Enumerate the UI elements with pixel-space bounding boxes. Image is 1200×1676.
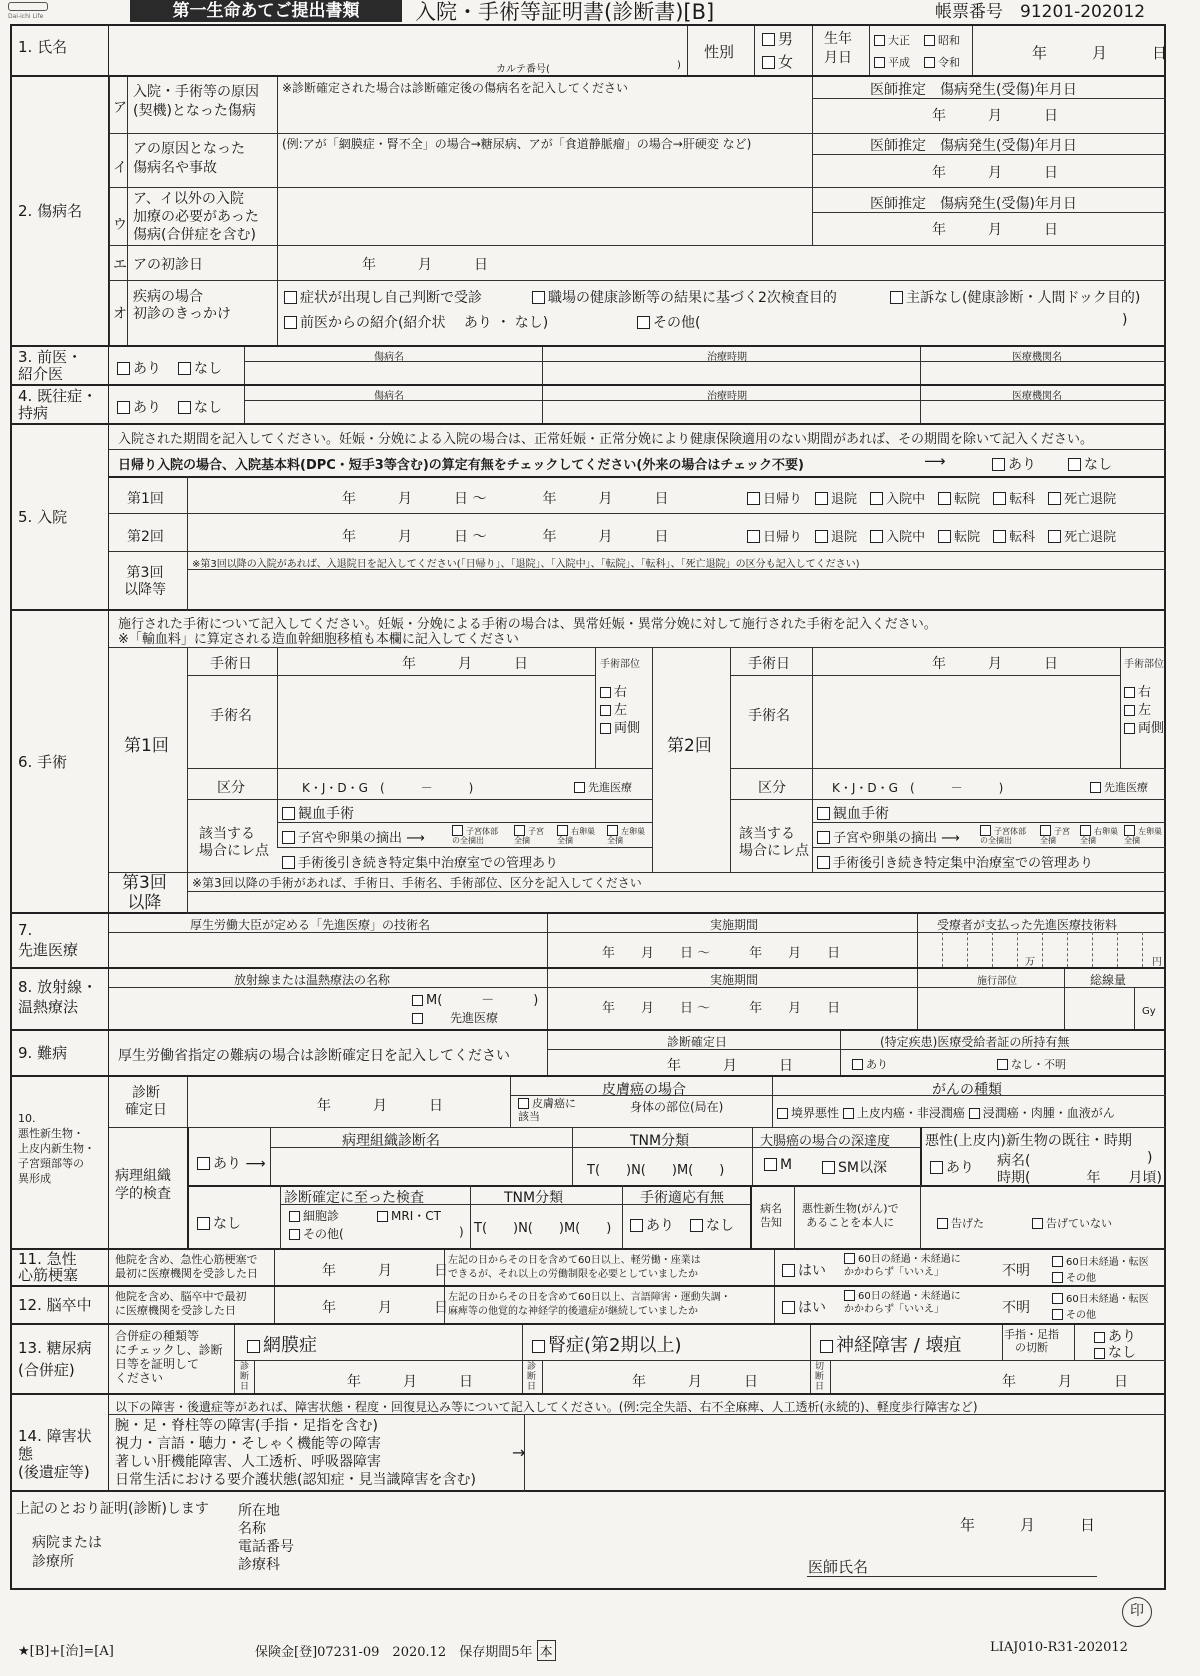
stroke-opt1[interactable]: 60日未経過・転医 bbox=[1052, 1290, 1149, 1305]
surgery-1-ovary-r[interactable]: 右卵巣 全摘 bbox=[557, 827, 595, 845]
section-stroke bbox=[12, 1287, 1164, 1325]
surgery-2-date[interactable]: 年 月 日 bbox=[932, 656, 1058, 672]
stay-1-label: 第1回 bbox=[127, 491, 164, 507]
mi-date[interactable]: 年 月 日 bbox=[322, 1263, 448, 1279]
pathology-diag-label: 病理組織診断名 bbox=[342, 1133, 440, 1149]
surgery-1-date[interactable]: 年 月 日 bbox=[402, 656, 528, 672]
surgery-1-open[interactable]: 観血手術 bbox=[282, 803, 354, 823]
submission-badge: 第一生命あてご提出書類 bbox=[130, 0, 402, 22]
intractable-text: 厚生労働省指定の難病の場合は診断確定日を記入してください bbox=[118, 1048, 510, 1064]
radiation-col-period: 実施期間 bbox=[710, 973, 759, 987]
era-reiwa[interactable]: 令和 bbox=[924, 54, 960, 70]
cert-name-label: 名称 bbox=[238, 1521, 266, 1537]
retina-date[interactable]: 年 月 日 bbox=[347, 1374, 473, 1390]
surgery-1-left[interactable]: 左 bbox=[600, 699, 627, 718]
cancer-history-yes[interactable]: あり bbox=[930, 1157, 974, 1177]
inform-label: 病名 告知 bbox=[760, 1202, 782, 1229]
fee-man-unit: 万 bbox=[1025, 957, 1035, 968]
doctor-name-label: 医師氏名 bbox=[808, 1558, 869, 1576]
stroke-yes[interactable]: はい bbox=[782, 1297, 826, 1317]
cert-no[interactable]: なし・不明 bbox=[997, 1056, 1066, 1072]
row-e-label: アの初診日 bbox=[133, 257, 203, 273]
row-i-label: アの原因となった 傷病名や事故 bbox=[133, 141, 245, 176]
radiation-col-site: 施行部位 bbox=[977, 976, 1017, 987]
prev-doctor-yes[interactable]: あり bbox=[117, 358, 161, 378]
disability-item-1: 腕・足・脊柱等の障害(手指・足指を含む) bbox=[115, 1418, 378, 1434]
stroke-date[interactable]: 年 月 日 bbox=[322, 1300, 448, 1316]
radiation-m[interactable]: M( － ) bbox=[412, 989, 538, 1008]
surgery-indication-no[interactable]: なし bbox=[690, 1215, 734, 1235]
day-surgery-note: 日帰り入院の場合、入院基本料(DPC・短手3等含む)の算定有無をチェックしてください(外来の場合はチェック不要) bbox=[118, 458, 804, 473]
surgery-2-kubun-label: 区分 bbox=[758, 780, 786, 796]
cert-statement: 上記のとおり証明(診断)します bbox=[16, 1501, 209, 1517]
advanced-col-name: 厚生労働大臣が定める「先進医療」の技術名 bbox=[190, 918, 431, 932]
row-u-onset-date[interactable]: 年 月 日 bbox=[932, 222, 1058, 238]
diabetes-text: 合併症の種類等 にチェックし、診断 日等を証明して ください bbox=[115, 1329, 223, 1385]
skin-cancer-check[interactable]: 皮膚癌に 該当 bbox=[518, 1097, 576, 1123]
disability-note: 以下の障害・後遺症等があれば、障害状態・程度・回復見込み等について記入してください。(例:完全失語、右不全麻痺、人工透析(永続的)、軽度歩行障害など) bbox=[115, 1400, 978, 1414]
surgery-1-both[interactable]: 両側 bbox=[600, 717, 640, 736]
intractable-col-date: 診断確定日 bbox=[667, 1035, 728, 1049]
diabetes-nerve[interactable]: 神経障害 / 壊疽 bbox=[820, 1331, 962, 1357]
diabetes-retina[interactable]: 網膜症 bbox=[247, 1331, 317, 1357]
surgery-2-ovary-l[interactable]: 左卵巣 全摘 bbox=[1124, 827, 1162, 845]
row-a-onset-date[interactable]: 年 月 日 bbox=[932, 108, 1058, 124]
advanced-col-period: 実施期間 bbox=[710, 918, 759, 932]
cancer-diag-label: 診断 確定日 bbox=[125, 1085, 167, 1118]
section-hospitalization: 5. 入院 入院された期間を記入してください。妊娠・分娩による入院の場合は、正常妊娠・正常分娩により健康保険適用のない期間があれば、その期間を除いて記入ください。 日帰り入院の場合、入院基本料(DPC・短手3等含む)の算定有無をチェックしてください(外来の場合はチェック不要) ⟶ あり なし 第1回 年 月 日 〜 年 月 日 日帰り 退院 入院中 転院 転科 死亡退院 第2回 年 月 日 〜 年 月 日 日帰り 退院 入院中 転院 転科 死亡退院 第3回 以降等 ※第3回以降の入院があれば、入退院日を記入してください(「日帰り」、「退院」、「入院中」、「転院」、「転科」、「死亡退院」の区分も記入してください) bbox=[12, 425, 1164, 611]
stroke-question: 左記の日からその日を含めて60日以上、言語障害・運動失調・ 麻痺等の他覚的な神経学的後遺症が継続していましたか bbox=[448, 1292, 731, 1317]
radiation-col-dose: 総線量 bbox=[1090, 973, 1127, 987]
surgery-2-left[interactable]: 左 bbox=[1124, 699, 1151, 718]
cancer-diag-date[interactable]: 年 月 日 bbox=[317, 1098, 443, 1114]
day-surgery-no[interactable]: なし bbox=[1068, 454, 1112, 474]
row-i-kana: イ bbox=[113, 160, 127, 176]
hospitalization-note: 入院された期間を記入してください。妊娠・分娩による入院の場合は、正常妊娠・正常分娩により健康保険適用のない期間があれば、その期間を除いて記入ください。 bbox=[118, 432, 1094, 447]
cut-no[interactable]: なし bbox=[1094, 1342, 1136, 1362]
radiation-label: 8. 放射線・ 温熱療法 bbox=[12, 969, 109, 1029]
mi-label: 11. 急性 心筋梗塞 bbox=[12, 1250, 109, 1285]
exam-label: 診断確定に至った検査 bbox=[284, 1190, 424, 1206]
trigger-self[interactable]: 症状が出現し自己判断で受診 bbox=[284, 287, 482, 307]
surgery-2-right[interactable]: 右 bbox=[1124, 681, 1151, 700]
surgery-2-label: 第2回 bbox=[667, 736, 712, 756]
mi-no[interactable]: 60日の経過・未経過に かかわらず「いいえ」 bbox=[844, 1254, 961, 1278]
birth-label: 生年 月日 bbox=[824, 31, 852, 66]
row-u-onset-label: 医師推定 傷病発生(受傷)年月日 bbox=[870, 196, 1077, 212]
intractable-date[interactable]: 年 月 日 bbox=[667, 1058, 793, 1074]
first-visit-date[interactable]: 年 月 日 bbox=[362, 257, 488, 273]
row-i-note: (例:アが「網膜症・腎不全」の場合→糖尿病、アが「食道静脈瘤」の場合→肝硬変 など) bbox=[282, 137, 752, 151]
stay-3-note: ※第3回以降の入院があれば、入退院日を記入してください(「日帰り」、「退院」、「入院中」、「転院」、「転科」、「死亡退院」の区分も記入してください) bbox=[192, 559, 860, 570]
cert-hospital-label: 病院または 診療所 bbox=[32, 1535, 102, 1570]
colon-sm[interactable]: SM以深 bbox=[822, 1157, 887, 1177]
row-i-onset-label: 医師推定 傷病発生(受傷)年月日 bbox=[870, 138, 1077, 154]
female-checkbox[interactable] bbox=[762, 56, 775, 69]
surgery-1-kubun[interactable]: K・J・D・G ( － ) bbox=[302, 781, 474, 795]
birth-date[interactable]: 年 月 日 bbox=[1032, 44, 1168, 62]
disease-label: 2. 傷病名 bbox=[12, 77, 109, 345]
diabetes-kidney[interactable]: 腎症(第2期以上) bbox=[532, 1331, 682, 1357]
cancer-type-options[interactable]: 境界悪性 上皮内癌・非浸潤癌 浸潤癌・肉腫・血液がん bbox=[777, 1104, 1115, 1121]
advanced-medicine-label: 7. 先進医療 bbox=[12, 914, 109, 967]
stroke-unknown: 不明 bbox=[1002, 1300, 1030, 1316]
stay-1-period[interactable]: 年 月 日 〜 年 月 日 bbox=[342, 491, 669, 507]
surgery-2-ovary-r[interactable]: 右卵巣 全摘 bbox=[1080, 827, 1118, 845]
surgery-1-kubun-label: 区分 bbox=[217, 780, 245, 796]
surgery-1-date-label: 手術日 bbox=[210, 656, 252, 672]
surgery-2-apply-label: 該当する 場合にレ点 bbox=[739, 826, 809, 859]
cut-date[interactable]: 年 月 日 bbox=[1002, 1374, 1128, 1390]
section-cancer: 10. 悪性新生物・ 上皮内新生物・ 子宮頸部等の 異形成 診断 確定日 年 月 日 皮膚癌の場合 皮膚癌に 該当 身体の部位(局在) がんの種類 境界悪性 上皮内癌・非浸潤癌 浸潤癌・肉腫・血液がん 病理組織 学的検査 あり ⟶ 病理組織診断名 TNM分類 T( )N( )M( ) 大腸癌の場合の深達度 M SM以深 悪性(上皮内)新生物の既往・時期 あり 病名( ) 時期( 年 月頃) なし 診断確定に至った検査 細胞診 MRI・CT その他( ) TNM分類 T( )N( )M( ) 手術適応有無 あり なし 病名 告知 悪性新生物(がん)で あることを本人に 告げた 告げていない bbox=[12, 1077, 1164, 1250]
male-checkbox[interactable] bbox=[762, 33, 775, 46]
row-i-onset-date[interactable]: 年 月 日 bbox=[932, 165, 1058, 181]
surgery-1-apply-label: 該当する 場合にレ点 bbox=[199, 826, 269, 859]
stroke-text: 他院を含め、脳卒中で最初 に医療機関を受診した日 bbox=[115, 1290, 247, 1317]
cert-dept-label: 診療科 bbox=[238, 1557, 280, 1573]
pathology-tnm[interactable]: T( )N( )M( ) bbox=[587, 1163, 725, 1178]
cut-day-label: 切 断 日 bbox=[815, 1362, 825, 1392]
form-number: 帳票番号 91201-202012 bbox=[935, 2, 1146, 22]
exam-tnm-label: TNM分類 bbox=[504, 1190, 564, 1206]
footer-form-id: LIAJ010-R31-202012 bbox=[990, 1640, 1128, 1655]
inform-told[interactable]: 告げた bbox=[937, 1215, 984, 1231]
stroke-no[interactable]: 60日の経過・未経過に かかわらず「いいえ」 bbox=[844, 1291, 961, 1315]
surgery-3-label: 第3回 以降 bbox=[122, 873, 167, 913]
company-logo bbox=[8, 2, 48, 11]
colon-m[interactable]: M bbox=[764, 1157, 792, 1173]
intractable-col-cert: (特定疾患)医療受給者証の所持有無 bbox=[880, 1035, 1070, 1049]
kidney-diag-day-label: 診 断 日 bbox=[527, 1362, 537, 1392]
pathology-no[interactable]: なし bbox=[197, 1213, 241, 1233]
colon-depth-label: 大腸癌の場合の深達度 bbox=[760, 1134, 891, 1149]
surgery-indication-label: 手術適応有無 bbox=[640, 1190, 724, 1206]
cancer-label: 10. 悪性新生物・ 上皮内新生物・ 子宮頸部等の 異形成 bbox=[12, 1077, 109, 1248]
intractable-label: 9. 難病 bbox=[12, 1031, 109, 1075]
certificate-form bbox=[10, 24, 1166, 1590]
surgery-note-2: ※「輸血料」に算定される造血幹細胞移植も本欄に記入してください bbox=[118, 632, 519, 647]
name-label: 1. 氏名 bbox=[12, 26, 109, 75]
row-e-kana: エ bbox=[113, 257, 127, 273]
pathology-label: 病理組織 学的検査 bbox=[115, 1168, 171, 1202]
seal-icon: 印 bbox=[1122, 1597, 1152, 1627]
stay-2-label: 第2回 bbox=[127, 529, 164, 545]
form-title: 入院・手術等証明書(診断書)[B] bbox=[415, 0, 715, 24]
surgery-2-both[interactable]: 両側 bbox=[1124, 717, 1164, 736]
fee-yen-unit: 円 bbox=[1152, 957, 1162, 968]
exam-mri[interactable]: MRI・CT bbox=[377, 1207, 441, 1224]
row-a-kana: ア bbox=[113, 100, 127, 116]
surgery-2-open[interactable]: 観血手術 bbox=[817, 803, 889, 823]
cut-label: 手指・足指 の切断 bbox=[1004, 1328, 1059, 1354]
mi-opt2[interactable]: その他 bbox=[1052, 1269, 1096, 1284]
cert-yes[interactable]: あり bbox=[852, 1056, 888, 1072]
surgery-2-name-label: 手術名 bbox=[748, 708, 790, 724]
mi-yes[interactable]: はい bbox=[782, 1260, 826, 1280]
surgery-1-uterus-options[interactable]: 子宮体部 の全摘出 bbox=[452, 827, 498, 845]
history-yes[interactable]: あり bbox=[117, 397, 161, 417]
stay-2-period[interactable]: 年 月 日 〜 年 月 日 bbox=[342, 529, 669, 545]
arrow-icon: → bbox=[512, 1443, 526, 1462]
history-label: 4. 既往症・ 持病 bbox=[12, 386, 109, 423]
hospitalization-label: 5. 入院 bbox=[12, 425, 109, 609]
section-prev-doctor bbox=[12, 347, 1164, 386]
prev-doctor-col-hospital: 医療機関名 bbox=[1012, 352, 1062, 363]
advanced-col-fee: 受療者が支払った先進医療技術料 bbox=[937, 918, 1118, 932]
surgery-3-note: ※第3回以降の手術があれば、手術日、手術名、手術部位、区分を記入してください bbox=[192, 876, 642, 890]
section-intractable bbox=[12, 1031, 1164, 1077]
prev-doctor-no[interactable]: なし bbox=[178, 358, 222, 378]
surgery-2-uterus-full[interactable]: 子宮 全摘 bbox=[1040, 827, 1070, 845]
history-col-disease: 傷病名 bbox=[374, 391, 404, 402]
history-col-period: 治療時期 bbox=[707, 391, 747, 402]
disability-label: 14. 障害状態 (後遺症等) bbox=[12, 1395, 109, 1490]
footer-code: 保険金[登]07231-09 2020.12 保存期間5年 本 bbox=[255, 1640, 556, 1661]
surgery-1-advanced[interactable]: 先進医療 bbox=[574, 779, 632, 795]
exam-other[interactable]: その他( bbox=[289, 1225, 344, 1242]
cancer-history-period[interactable]: 時期( 年 月頃) bbox=[997, 1170, 1162, 1186]
trigger-referral[interactable]: 前医からの紹介(紹介状 あり ・ なし) bbox=[284, 312, 548, 332]
surgery-1-uterus-full[interactable]: 子宮 全摘 bbox=[514, 827, 544, 845]
section-surgery bbox=[12, 611, 1164, 914]
surgery-1-label: 第1回 bbox=[124, 736, 169, 756]
company-logo-text: Dai-ichi Life bbox=[8, 13, 44, 20]
kidney-date[interactable]: 年 月 日 bbox=[632, 1374, 758, 1390]
row-o-kana: オ bbox=[113, 306, 127, 322]
row-u-kana: ウ bbox=[113, 217, 127, 233]
surgery-1-right[interactable]: 右 bbox=[600, 681, 627, 700]
female-label: 女 bbox=[778, 53, 794, 71]
day-surgery-yes[interactable]: あり bbox=[992, 454, 1036, 474]
surgery-label: 6. 手術 bbox=[12, 611, 109, 912]
retina-diag-day-label: 診 断 日 bbox=[240, 1362, 250, 1392]
mi-opt1[interactable]: 60日未経過・転医 bbox=[1052, 1253, 1149, 1268]
surgery-1-uterus[interactable]: 子宮や卵巣の摘出 ⟶ bbox=[282, 827, 425, 846]
cancer-type-label: がんの種類 bbox=[932, 1082, 1002, 1098]
stroke-opt2[interactable]: その他 bbox=[1052, 1306, 1096, 1321]
surgery-indication-yes[interactable]: あり bbox=[630, 1215, 674, 1235]
pathology-yes[interactable]: あり ⟶ bbox=[197, 1153, 266, 1173]
stay-2-options[interactable]: 日帰り 退院 入院中 転院 転科 死亡退院 bbox=[747, 526, 1116, 545]
pathology-tnm-label: TNM分類 bbox=[630, 1133, 690, 1149]
mi-text: 他院を含め、急性心筋梗塞で 最初に医療機関を受診した日 bbox=[115, 1253, 258, 1280]
era-heisei[interactable]: 平成 bbox=[874, 54, 910, 70]
exam-tnm[interactable]: T( )N( )M( ) bbox=[474, 1221, 612, 1236]
advanced-period[interactable]: 年 月 日 〜 年 月 日 bbox=[602, 946, 841, 961]
history-no[interactable]: なし bbox=[178, 397, 222, 417]
trigger-other-end: ) bbox=[1122, 312, 1128, 328]
cert-address-label: 所在地 bbox=[238, 1503, 280, 1519]
section-disease bbox=[12, 77, 1164, 347]
surgery-2-advanced[interactable]: 先進医療 bbox=[1090, 779, 1148, 795]
skin-site-label: 身体の部位(局在) bbox=[630, 1100, 724, 1114]
surgery-1-name-label: 手術名 bbox=[210, 708, 252, 724]
surgery-1-icu[interactable]: 手術後引き続き特定集中治療室での管理あり bbox=[282, 852, 558, 871]
sex-label: 性別 bbox=[704, 43, 735, 61]
era-showa[interactable]: 昭和 bbox=[924, 32, 960, 48]
stay-1-options[interactable]: 日帰り 退院 入院中 転院 転科 死亡退院 bbox=[747, 488, 1116, 507]
disability-item-3: 著しい肝機能障害、人工透析、呼吸器障害 bbox=[115, 1454, 381, 1470]
surgery-1-site-label: 手術部位 bbox=[600, 659, 640, 670]
male-option[interactable] bbox=[762, 28, 793, 49]
stay-3-label: 第3回 以降等 bbox=[124, 565, 166, 598]
prev-doctor-col-disease: 傷病名 bbox=[374, 352, 404, 363]
trigger-other[interactable]: その他( bbox=[637, 312, 700, 332]
cut-yes[interactable]: あり bbox=[1094, 1326, 1136, 1346]
surgery-2-date-label: 手術日 bbox=[748, 656, 790, 672]
cancer-history-label: 悪性(上皮内)新生物の既往・時期 bbox=[925, 1133, 1132, 1149]
row-a-onset-label: 医師推定 傷病発生(受傷)年月日 bbox=[870, 82, 1077, 98]
section-history bbox=[12, 386, 1164, 425]
surgery-2-site-label: 手術部位 bbox=[1124, 659, 1164, 670]
trigger-checkup[interactable]: 職場の健康診断等の結果に基づく2次検査目的 bbox=[532, 287, 837, 307]
section-diabetes bbox=[12, 1325, 1164, 1395]
footer-formula: ★[B]+[治]=[A] bbox=[18, 1644, 114, 1659]
surgery-2-uterus-options[interactable]: 子宮体部 の全摘出 bbox=[980, 827, 1026, 845]
trigger-no-complaint[interactable]: 主訴なし(健康診断・人間ドック目的) bbox=[890, 287, 1140, 307]
surgery-note: 施行された手術について記入してください。妊娠・分娩による手術の場合は、異常妊娠・異常分娩に対して施行された手術を記入ください。 bbox=[118, 617, 937, 632]
prev-doctor-col-period: 治療時期 bbox=[707, 352, 747, 363]
female-option[interactable] bbox=[762, 51, 793, 72]
certification bbox=[12, 1492, 1164, 1590]
inform-not-told[interactable]: 告げていない bbox=[1032, 1215, 1112, 1231]
surgery-2-kubun[interactable]: K・J・D・G ( － ) bbox=[832, 781, 1004, 795]
mi-unknown: 不明 bbox=[1002, 1263, 1030, 1279]
disability-item-4: 日常生活における要介護状態(認知症・見当識障害を含む) bbox=[115, 1472, 476, 1488]
section-name bbox=[12, 26, 1168, 77]
row-u-label: ア、イ以外の入院 加療の必要があった 傷病(合併症を含む) bbox=[133, 191, 259, 243]
surgery-1-ovary-l[interactable]: 左卵巣 全摘 bbox=[607, 827, 645, 845]
stroke-label: 12. 脳卒中 bbox=[12, 1287, 109, 1323]
section-radiation bbox=[12, 969, 1164, 1031]
male-label: 男 bbox=[778, 30, 794, 48]
diabetes-label: 13. 糖尿病 (合併症) bbox=[12, 1325, 109, 1393]
row-o-label: 疾病の場合 初診のきっかけ bbox=[133, 289, 231, 322]
era-taisho[interactable]: 大正 bbox=[874, 32, 910, 48]
cert-date[interactable]: 年 月 日 bbox=[960, 1516, 1096, 1534]
history-col-hospital: 医療機関名 bbox=[1012, 391, 1062, 402]
disability-item-2: 視力・言語・聴力・そしゃく機能等の障害 bbox=[115, 1436, 381, 1452]
mi-question: 左記の日からその日を含めて60日以上、軽労働・座業は できるが、それ以上の労働制限を必要としていましたか bbox=[448, 1255, 701, 1280]
section-mi bbox=[12, 1250, 1164, 1287]
cancer-history-name[interactable]: 病名( bbox=[997, 1153, 1031, 1169]
section-disability bbox=[12, 1395, 1164, 1492]
radiation-period[interactable]: 年 月 日 〜 年 月 日 bbox=[602, 1001, 841, 1016]
section-advanced-medicine bbox=[12, 914, 1164, 969]
row-a-label: 入院・手術等の原因 (契機)となった傷病 bbox=[133, 84, 259, 119]
radiation-advanced[interactable]: 先進医療 bbox=[412, 1009, 498, 1026]
cert-tel-label: 電話番号 bbox=[238, 1539, 294, 1555]
karte-label: カルテ番号( bbox=[496, 64, 550, 75]
row-a-note: ※診断確定された場合は診断確定後の傷病名を記入してください bbox=[282, 81, 629, 95]
exam-cytology[interactable]: 細胞診 bbox=[289, 1207, 339, 1224]
surgery-2-uterus[interactable]: 子宮や卵巣の摘出 ⟶ bbox=[817, 827, 960, 846]
dose-unit: Gy bbox=[1142, 1006, 1156, 1017]
inform-text: 悪性新生物(がん)で あることを本人に bbox=[802, 1202, 899, 1229]
prev-doctor-label: 3. 前医・ 紹介医 bbox=[12, 347, 109, 384]
surgery-2-icu[interactable]: 手術後引き続き特定集中治療室での管理あり bbox=[817, 852, 1093, 871]
radiation-col-name: 放射線または温熱療法の名称 bbox=[234, 973, 391, 987]
skin-cancer-label: 皮膚癌の場合 bbox=[602, 1082, 686, 1098]
karte-end: ) bbox=[677, 60, 681, 71]
